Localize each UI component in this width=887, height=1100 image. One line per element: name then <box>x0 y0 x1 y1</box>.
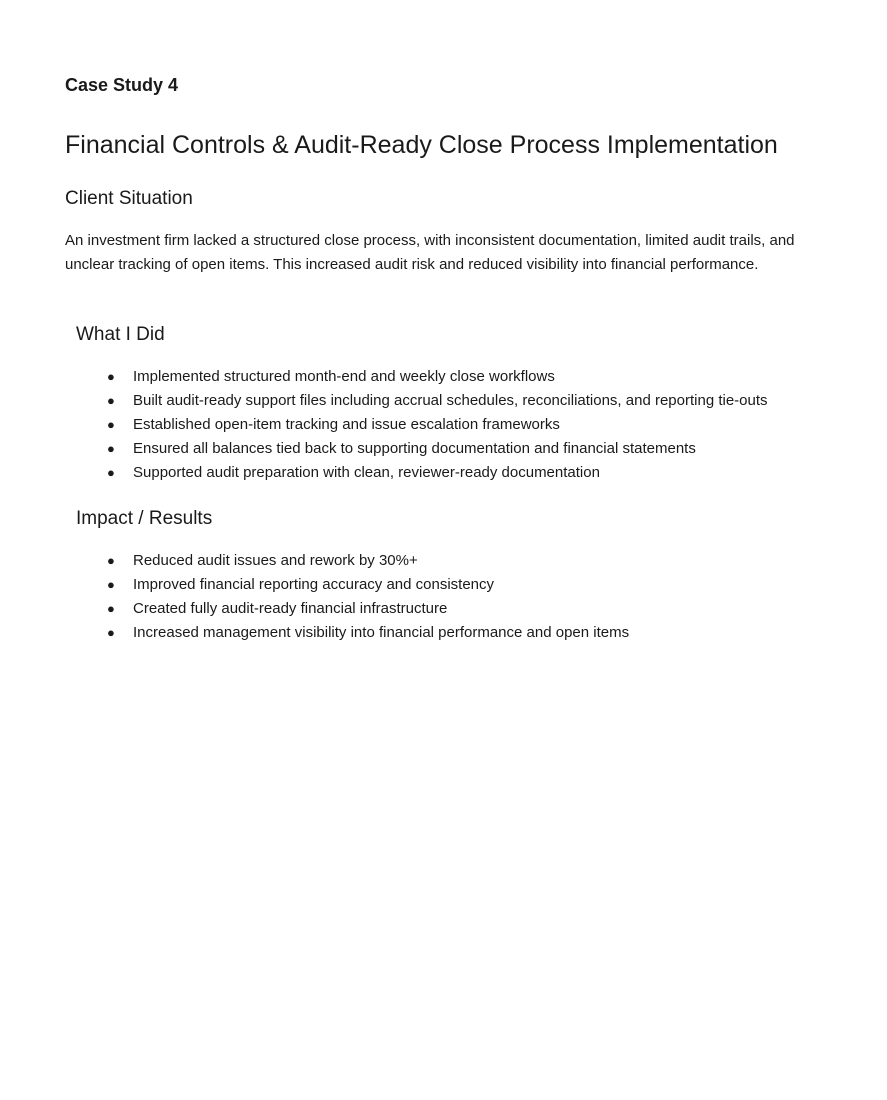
list-item <box>107 437 768 461</box>
bullet-icon: ● <box>107 417 115 432</box>
list-item <box>107 621 629 645</box>
list-item <box>107 365 768 389</box>
list-item <box>107 413 768 437</box>
case-study-label: Case Study 4 <box>65 75 179 95</box>
list-item <box>107 461 768 485</box>
list-item-text: Supported audit preparation with clean, reviewer-ready documentation <box>133 464 600 481</box>
list-item-text: Established open-item tracking and issue escalation frameworks <box>133 416 560 433</box>
bullet-icon: ● <box>107 369 115 384</box>
bullet-icon: ● <box>107 553 115 568</box>
list-item <box>107 389 768 413</box>
client-situation-heading: Client Situation <box>65 188 193 209</box>
bullet-icon: ● <box>107 601 115 616</box>
bullet-icon: ● <box>107 625 115 640</box>
list-item <box>107 597 629 621</box>
bullet-icon: ● <box>107 393 115 408</box>
impact-results-list <box>107 549 629 645</box>
client-situation-paragraph: An investment firm lacked a structured close process, with inconsistent documentation, limited audit trails, and unclear tracking of open items. This increased audit risk and reduced visibility into financial performance. <box>65 232 795 273</box>
list-item-text: Increased management visibility into financial performance and open items <box>133 624 630 641</box>
what-i-did-heading: What I Did <box>76 324 165 345</box>
bullet-icon: ● <box>107 441 115 456</box>
bullet-icon: ● <box>107 577 115 592</box>
impact-results-heading: Impact / Results <box>76 508 213 529</box>
list-item-text: Built audit-ready support files including accrual schedules, reconciliations, and reporting tie-outs <box>133 392 768 409</box>
bullet-icon: ● <box>107 465 115 480</box>
list-item-text: Improved financial reporting accuracy and consistency <box>133 576 495 593</box>
list-item <box>107 549 629 573</box>
page-title: Financial Controls & Audit-Ready Close Process Implementation <box>65 131 778 159</box>
list-item <box>107 573 629 597</box>
what-i-did-list <box>107 365 768 485</box>
list-item-text: Ensured all balances tied back to supporting documentation and financial statements <box>133 440 696 457</box>
list-item-text: Created fully audit-ready financial infrastructure <box>133 600 448 617</box>
list-item-text: Reduced audit issues and rework by 30%+ <box>133 552 418 569</box>
list-item-text: Implemented structured month-end and weekly close workflows <box>133 368 555 385</box>
